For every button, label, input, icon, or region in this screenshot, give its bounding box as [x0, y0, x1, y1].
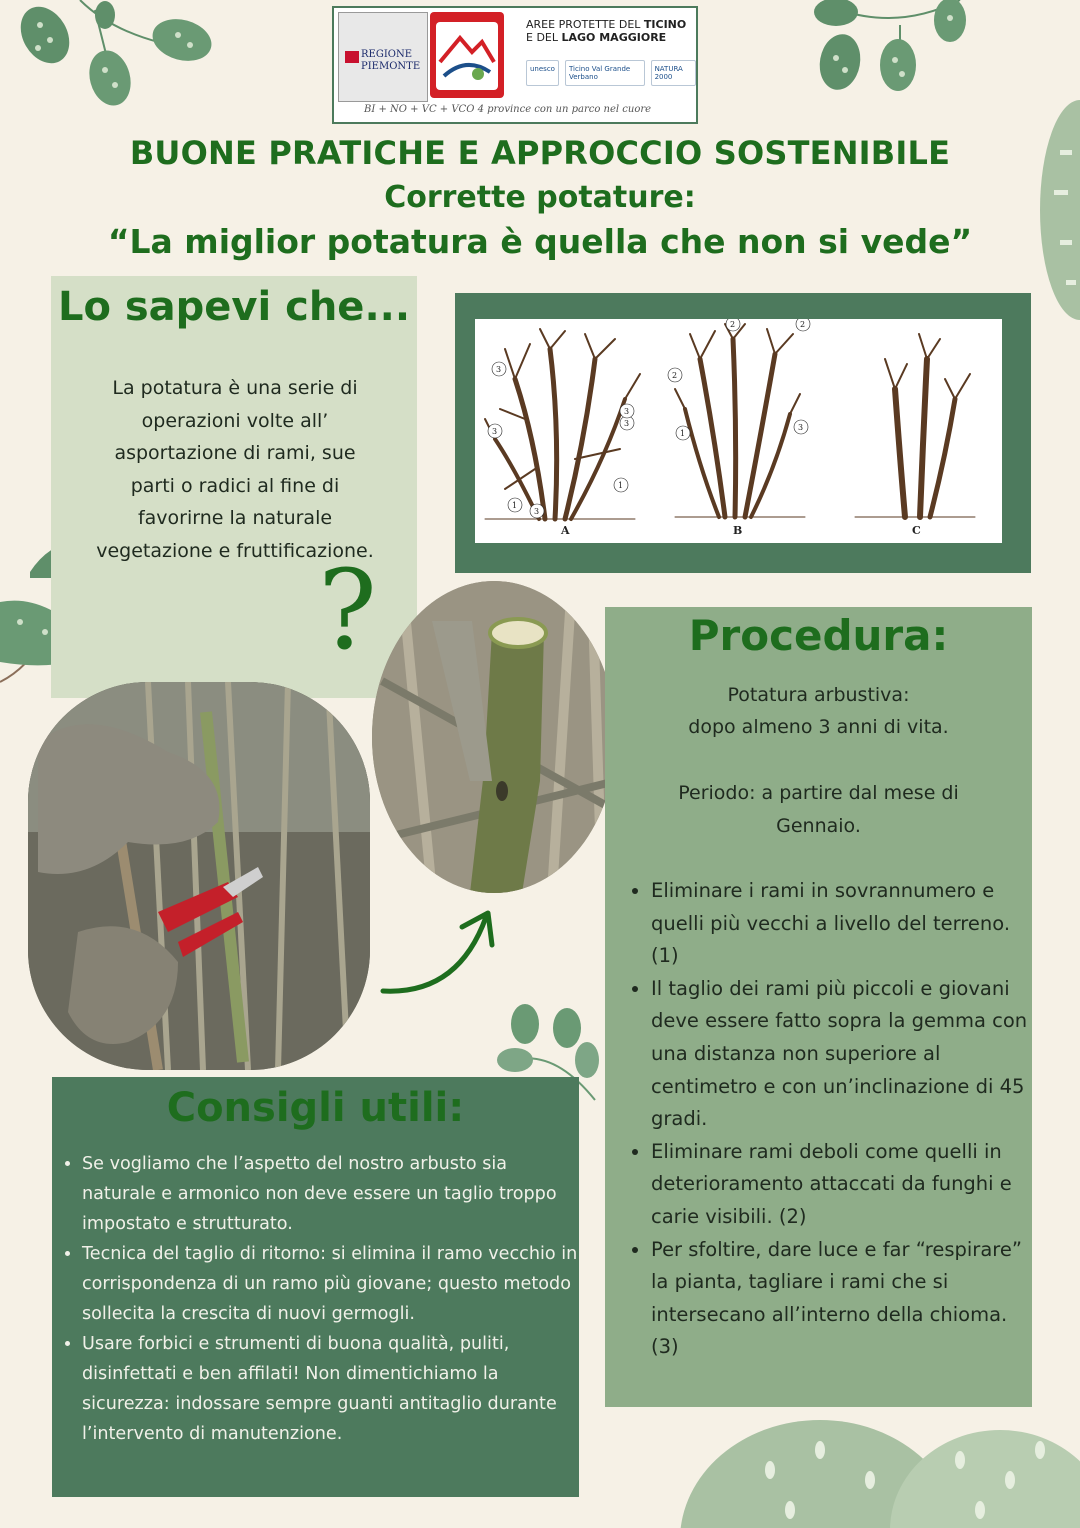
regione-piemonte-logo	[338, 12, 428, 102]
svg-text:1: 1	[618, 481, 624, 490]
list-item: • Se vogliamo che l’aspetto del nostro arbusto sia naturale e armonico non deve essere un taglio troppo impostato e strutturato.	[82, 1149, 582, 1239]
svg-text:3: 3	[534, 507, 540, 516]
list-item: • Per sfoltire, dare luce e far “respirare” la pianta, tagliare i rami che si intersecano all’interno della chioma. (3)	[651, 1234, 1031, 1364]
partner-badges	[526, 60, 696, 86]
sapevi-text: La potatura è una serie di operazioni volte all’ asportazione di rami, sue parti o radici al fine di favorirne la naturale vegetazione e fruttificazione.	[96, 377, 374, 562]
list-item: • Tecnica del taglio di ritorno: si elimina il ramo vecchio in corrispondenza di un ramo più giovane; questo metodo sollecita la crescita di nuovi germogli.	[82, 1239, 582, 1329]
sapevi-heading: Lo sapevi che...	[57, 284, 411, 330]
bush-bottom-right-icon	[680, 1400, 1080, 1528]
procedura-line-2: dopo almeno 3 anni di vita.	[688, 716, 949, 738]
pruning-diagram-frame	[455, 293, 1031, 573]
piemonte-flag-icon	[345, 51, 359, 63]
list-item: • Usare forbici e strumenti di buona qualità, puliti, disinfettati e ben affilati! Non dimentichiamo la sicurezza: indossare sempre guanti antitaglio durante l’intervento di manutenzione.	[82, 1329, 582, 1449]
ticino-badge: Ticino Val Grande Verbano	[565, 60, 645, 86]
svg-text:3: 3	[492, 427, 498, 436]
procedura-box	[605, 607, 1032, 1407]
procedura-line-1: Potatura arbustiva:	[727, 684, 910, 706]
marker-3: 3	[496, 365, 502, 374]
svg-text:2: 2	[672, 371, 678, 380]
park-name: AREE PROTETTE DEL TICINO E DEL LAGO MAGGIORE	[526, 18, 687, 44]
consigli-list	[60, 1149, 582, 1449]
list-item: • Eliminare rami deboli come quelli in deterioramento attaccati da funghi e carie visibili. (2)	[651, 1136, 1031, 1234]
question-mark-icon: ?	[318, 546, 377, 674]
diagram-label-c: C	[912, 524, 921, 537]
leaf-branch-top-left-icon	[0, 0, 230, 120]
aree-protette-logo	[430, 12, 504, 98]
procedura-list	[629, 875, 1031, 1364]
natura-badge: NATURA 2000	[651, 60, 696, 86]
consigli-box	[52, 1077, 579, 1497]
procedura-line-3: Periodo: a partire dal mese di	[678, 782, 959, 804]
svg-text:3: 3	[624, 407, 630, 416]
svg-text:3: 3	[798, 423, 804, 432]
subtitle: Corrette potature:	[384, 180, 696, 215]
list-item: • Il taglio dei rami più piccoli e giovani deve essere fatto sopra la gemma con una distanza non superiore al centimetro e con un’inclinazione di 45 gradi.	[651, 973, 1031, 1136]
motto: BI + NO + VC + VCO 4 province con un parco nel cuore	[364, 104, 652, 115]
svg-text:3: 3	[624, 419, 630, 428]
pruning-diagram	[475, 319, 1002, 543]
procedura-heading: Procedura:	[688, 611, 949, 660]
diagram-label-a: A	[561, 524, 570, 537]
svg-text:1: 1	[680, 429, 686, 438]
svg-text:2: 2	[730, 320, 736, 329]
list-item: • Eliminare i rami in sovrannumero e quelli più vecchi a livello del terreno. (1)	[651, 875, 1031, 973]
diagram-label-b: B	[733, 524, 743, 537]
quote-title: “La miglior potatura è quella che non si vede”	[107, 222, 973, 261]
curved-arrow-icon	[378, 905, 500, 1001]
main-title: BUONE PRATICHE E APPROCCIO SOSTENIBILE	[129, 134, 951, 172]
leaf-branch-top-right-icon	[800, 0, 1000, 110]
consigli-heading: Consigli utili:	[166, 1085, 465, 1131]
svg-text:2: 2	[800, 320, 806, 329]
procedura-line-4: Gennaio.	[776, 815, 861, 837]
pruning-hands-photo	[28, 682, 370, 1070]
svg-text:1: 1	[512, 501, 518, 510]
cut-branch-photo	[372, 581, 616, 893]
header-logo-box	[332, 6, 698, 124]
unesco-badge: unesco	[526, 60, 559, 86]
region-name: REGIONE PIEMONTE	[361, 49, 421, 72]
